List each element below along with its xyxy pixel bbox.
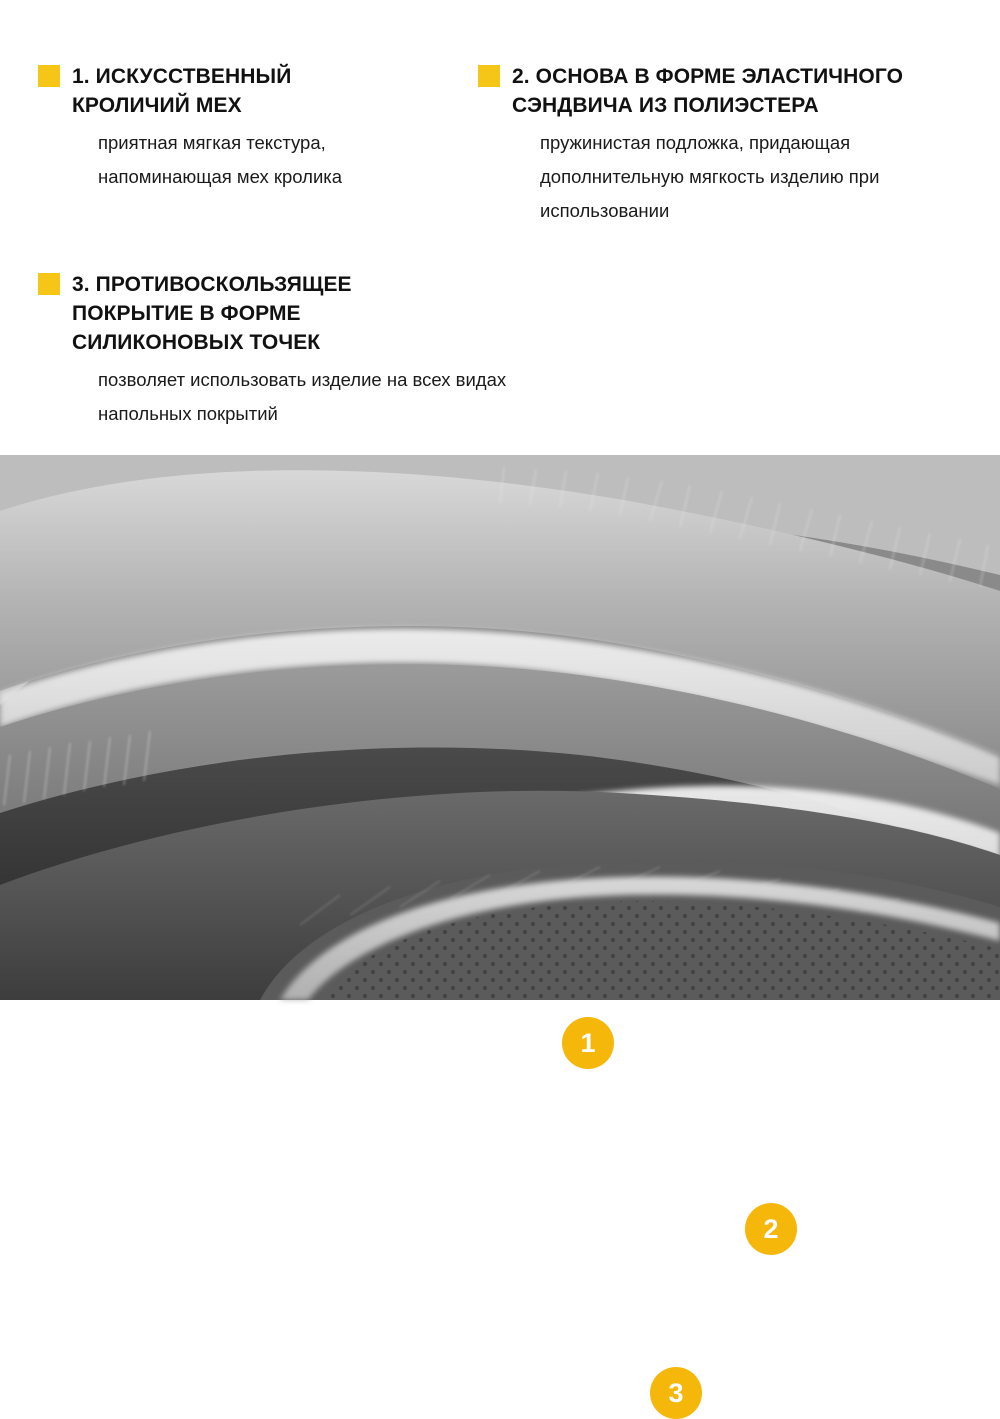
product-photo (0, 455, 1000, 1408)
badge-3[interactable]: 3 (650, 1367, 702, 1419)
feature-3-description: позволяет использовать изделие на всех видах напольных покрытий (98, 369, 507, 424)
feature-item-1 (38, 62, 438, 194)
feature-1-description: приятная мягкая текстура, напоминающая мех кролика (98, 132, 343, 187)
badge-1[interactable]: 1 (562, 1017, 614, 1069)
feature-2-number: 2. (512, 65, 536, 88)
feature-2-title (512, 62, 972, 120)
feature-1-title-text: ИСКУССТВЕННЫЙ КРОЛИЧИЙ МЕХ (72, 65, 292, 117)
feature-2-title-text: ОСНОВА В ФОРМЕ ЭЛАСТИЧНОГО СЭНДВИЧА ИЗ ПОЛИЭСТЕРА (512, 65, 903, 117)
badge-2[interactable]: 2 (745, 1203, 797, 1255)
square-bullet-icon (478, 65, 500, 87)
square-bullet-icon (38, 273, 60, 295)
feature-2-heading (478, 62, 978, 120)
feature-item-2 (478, 62, 978, 228)
feature-list (0, 0, 1000, 470)
feature-3-title-text: ПРОТИВОСКОЛЬЗЯЩЕЕ ПОКРЫТИЕ В ФОРМЕ СИЛИКОНОВЫХ ТОЧЕК (72, 273, 352, 354)
feature-1-title (72, 62, 372, 120)
feature-3-title (72, 270, 402, 357)
feature-item-3 (38, 270, 508, 431)
feature-3-number: 3. (72, 273, 96, 296)
feature-1-heading (38, 62, 438, 120)
square-bullet-icon (38, 65, 60, 87)
feature-3-heading (38, 270, 508, 357)
feature-2-description: пружинистая подложка, придающая дополнительную мягкость изделию при использовании (540, 132, 880, 221)
feature-1-number: 1. (72, 65, 96, 88)
fabric-layers-illustration (0, 455, 1000, 1000)
